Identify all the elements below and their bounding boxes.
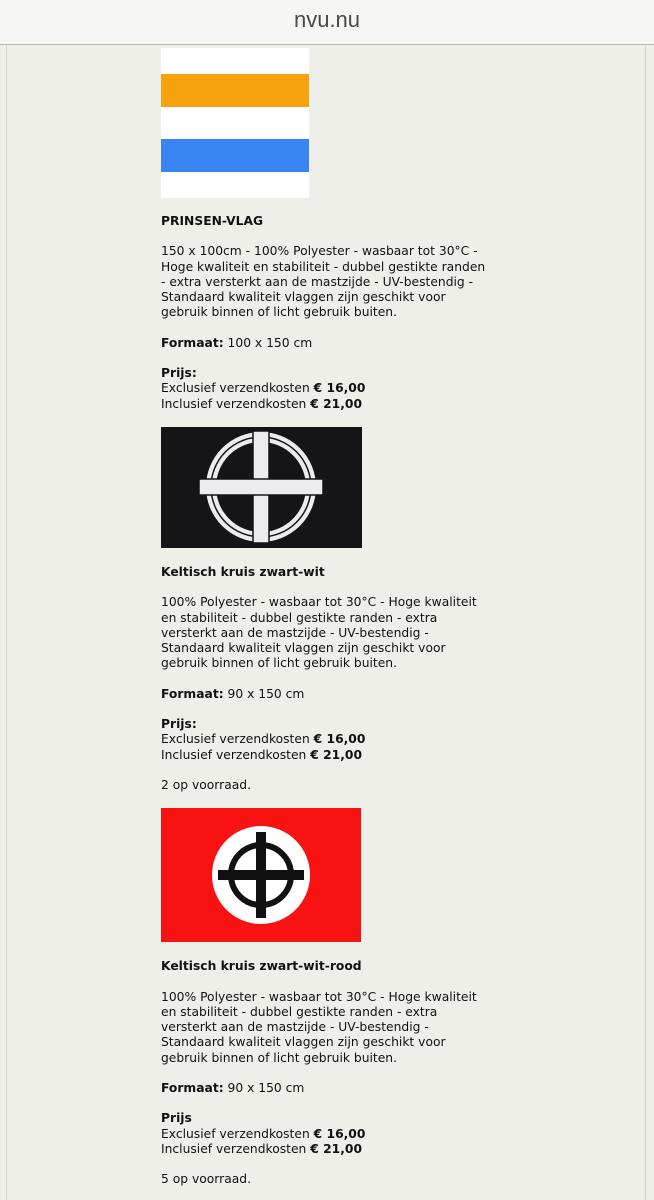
product-item: [161, 808, 491, 1187]
incl-price: € 21,00: [310, 396, 362, 411]
page-border-right: [645, 45, 646, 1200]
excl-price: € 16,00: [313, 1126, 366, 1141]
product-price: [161, 366, 491, 412]
format-label: Formaat:: [161, 1081, 224, 1096]
format-value: 90 x 150 cm: [227, 1081, 305, 1096]
celtic-cross-black-white-image[interactable]: [161, 427, 362, 548]
incl-price: € 21,00: [310, 747, 362, 762]
product-price: [161, 717, 491, 763]
product-title[interactable]: PRINSEN-VLAG: [161, 214, 264, 228]
excl-label: Exclusief verzendkosten: [161, 1126, 310, 1141]
product-format: [161, 1081, 491, 1096]
excl-price: € 16,00: [313, 381, 366, 396]
format-value: 90 x 150 cm: [227, 686, 305, 701]
incl-label: Inclusief verzendkosten: [161, 747, 307, 762]
price-label: Prijs:: [161, 717, 197, 732]
price-label: Prijs: [161, 1111, 192, 1126]
product-list: [161, 48, 491, 1188]
browser-address-bar[interactable]: [0, 0, 654, 45]
product-description: 100% Polyester - wasbaar tot 30°C - Hoge kwaliteit en stabiliteit - dubbel gestikte randen - extra versterkt aan de mastzijde - UV-bestendig - Standaard kwaliteit vlaggen zijn geschikt voor gebruik binnen of licht gebruik buiten.: [161, 595, 477, 671]
excl-label: Exclusief verzendkosten: [161, 381, 310, 396]
product-description: 150 x 100cm - 100% Polyester - wasbaar tot 30°C - Hoge kwaliteit en stabiliteit - dubbel gestikte randen - extra versterkt aan de mastzijde - UV-bestendig - Standaard kwaliteit vlaggen zijn geschikt voor gebruik binnen of licht gebruik buiten.: [161, 244, 486, 320]
product-price: [161, 1111, 491, 1157]
url-text[interactable]: nvu.nu: [293, 7, 361, 32]
incl-price: € 21,00: [310, 1141, 362, 1156]
product-item: [161, 427, 491, 793]
excl-label: Exclusief verzendkosten: [161, 732, 310, 747]
incl-label: Inclusief verzendkosten: [161, 1141, 307, 1156]
format-label: Formaat:: [161, 686, 224, 701]
celtic-cross-black-white-red-image[interactable]: [161, 808, 361, 942]
prinsenvlag-image[interactable]: [161, 48, 309, 198]
format-label: Formaat:: [161, 335, 224, 350]
incl-label: Inclusief verzendkosten: [161, 396, 307, 411]
format-value: 100 x 150 cm: [227, 335, 313, 350]
product-description: 100% Polyester - wasbaar tot 30°C - Hoge kwaliteit en stabiliteit - dubbel gestikte randen - extra versterkt aan de mastzijde - UV-bestendig - Standaard kwaliteit vlaggen zijn geschikt voor gebruik binnen of licht gebruik buiten.: [161, 989, 477, 1065]
stock-status: 5 op voorraad.: [161, 1172, 251, 1187]
price-label: Prijs:: [161, 366, 197, 381]
product-format: [161, 336, 491, 351]
product-item: [161, 48, 491, 412]
page-border-left: [6, 45, 7, 1200]
product-format: [161, 687, 491, 702]
stock-status: 2 op voorraad.: [161, 777, 251, 792]
excl-price: € 16,00: [313, 732, 366, 747]
product-title[interactable]: Keltisch kruis zwart-wit: [161, 564, 325, 579]
product-title[interactable]: Keltisch kruis zwart-wit-rood: [161, 959, 362, 974]
